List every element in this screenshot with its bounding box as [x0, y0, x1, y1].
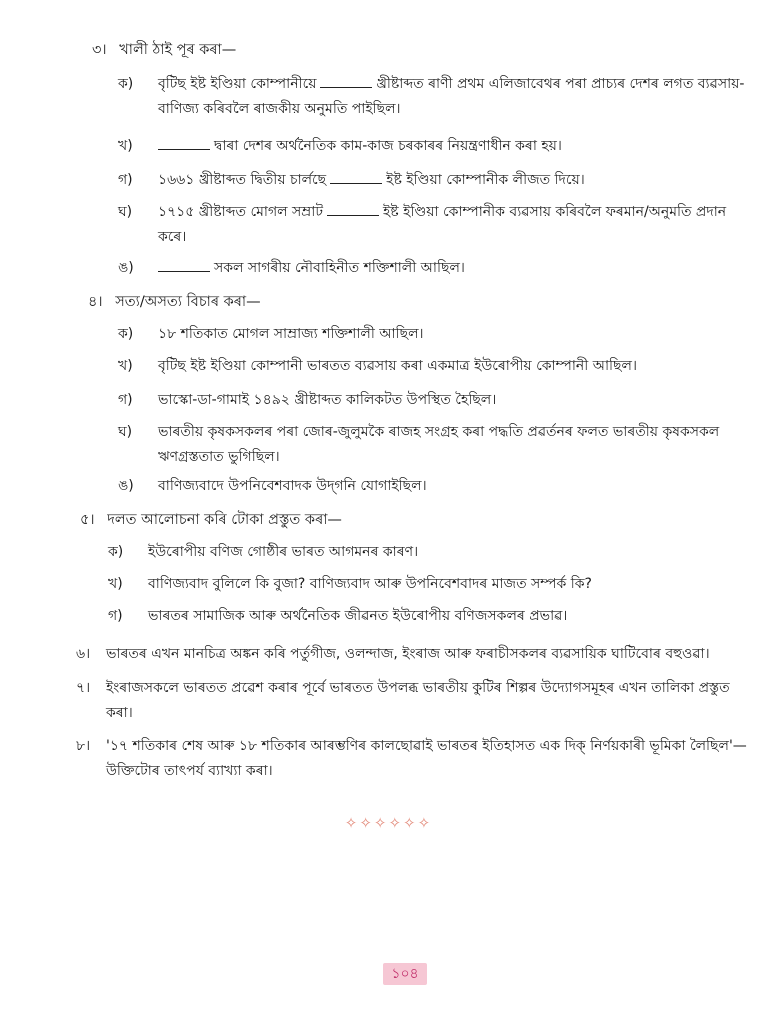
item-text-post: খ্ৰীষ্টাব্দত ৰাণী প্ৰথম এলিজাবেথৰ পৰা প্ৰাচ্যৰ দেশৰ লগত ব্যৱসায়-বাণিজ্য কৰিবলৈ ৰাজকীয় অনুমতি পাইছিল।	[158, 76, 745, 117]
list-item	[108, 572, 758, 597]
question-number: ৭।	[76, 680, 91, 696]
blank-line	[158, 135, 210, 150]
question-number: ৬।	[76, 646, 91, 662]
question-7	[76, 676, 760, 726]
list-item	[118, 354, 758, 379]
item-label: ক)	[108, 544, 124, 560]
question-4-heading	[88, 290, 261, 314]
list-item	[118, 200, 758, 250]
question-5-heading	[80, 508, 342, 532]
blank-line	[158, 257, 210, 272]
item-text: ইউৰোপীয় বণিজ গোষ্ঠীৰ ভাৰত আগমনৰ কাৰণ।	[148, 544, 419, 560]
question-6	[76, 642, 760, 667]
item-label: গ)	[118, 392, 133, 408]
question-number: ৩।	[92, 42, 107, 58]
item-label: গ)	[118, 172, 133, 188]
blank-line	[330, 169, 382, 184]
question-8	[76, 734, 760, 784]
item-text-post: ইষ্ট ইণ্ডিয়া কোম্পানীক ব্যৱসায় কৰিবলৈ ফৰমান/অনুমতি প্ৰদান কৰে।	[158, 204, 727, 245]
item-text: ১৮ শতিকাত মোগল সাম্ৰাজ্য শক্তিশালী আছিল।	[158, 326, 424, 342]
item-label: ক)	[118, 76, 134, 92]
question-number: ৪।	[88, 294, 103, 310]
list-item	[118, 474, 758, 499]
item-text: ভাৰতীয় কৃষকসকলৰ পৰা জোৰ-জুলুমকৈ ৰাজহ সংগ্ৰহ কৰা পদ্ধতি প্ৰৱৰ্তনৰ ফলত ভাৰতীয় কৃষকসকল ঋণগ্ৰস্ততাত ভুগিছিল।	[158, 424, 720, 465]
question-3-heading	[92, 38, 236, 62]
item-label: গ)	[108, 608, 123, 624]
item-label: খ)	[118, 358, 133, 374]
question-title: দলত আলোচনা কৰি টোকা প্ৰস্তুত কৰা—	[107, 512, 342, 528]
item-label: ঘ)	[118, 204, 133, 220]
item-text-post: ইষ্ট ইণ্ডিয়া কোম্পানীক লীজত দিয়ে।	[386, 172, 585, 188]
question-text: ভাৰতৰ এখন মানচিত্ৰ অঙ্কন কৰি পৰ্তুগীজ, ওলন্দাজ, ইংৰাজ আৰু ফৰাচীসকলৰ ব্যৱসায়িক ঘাটিবোৰ বহুওৱা।	[106, 646, 710, 662]
item-text: ভাস্কো-ডা-গামাই ১৪৯২ খ্ৰীষ্টাব্দত কালিকটত উপস্থিত হৈছিল।	[158, 392, 497, 408]
question-text: ইংৰাজসকলে ভাৰতত প্ৰৱেশ কৰাৰ পূৰ্বে ভাৰতত উপলব্ধ ভাৰতীয় কুটিৰ শিল্পৰ উদ্যোগসমূহৰ এখন তালিকা প্ৰস্তুত কৰা।	[106, 680, 730, 721]
list-item	[118, 420, 758, 470]
item-label: ঙ)	[118, 478, 134, 494]
blank-line	[320, 73, 372, 88]
item-text: বাণিজ্যবাদ বুলিলে কি বুজা? বাণিজ্যবাদ আৰু উপনিবেশবাদৰ মাজত সম্পৰ্ক কি?	[148, 576, 592, 592]
list-item	[108, 604, 758, 629]
ornament-divider: ✧✧✧✧✧✧	[344, 814, 433, 832]
item-text-post: সকল সাগৰীয় নৌবাহিনীত শক্তিশালী আছিল।	[214, 260, 465, 276]
question-title: সত্য/অসত্য বিচাৰ কৰা—	[115, 294, 261, 310]
item-label: ঘ)	[118, 424, 133, 440]
item-text: বাণিজ্যবাদে উপনিবেশবাদক উদ্‌গনি যোগাইছিল।	[158, 478, 427, 494]
item-label: ঙ)	[118, 260, 134, 276]
question-number: ৮।	[76, 738, 91, 754]
item-text: ভাৰতৰ সামাজিক আৰু অৰ্থনৈতিক জীৱনত ইউৰোপীয় বণিজসকলৰ প্ৰভাৱ।	[148, 608, 568, 624]
item-text	[158, 200, 758, 250]
list-item	[118, 388, 758, 413]
item-label: ক)	[118, 326, 134, 342]
item-text	[158, 168, 758, 193]
list-item	[118, 72, 758, 122]
item-label: খ)	[118, 138, 133, 154]
item-label: খ)	[108, 576, 123, 592]
blank-line	[327, 201, 379, 216]
list-item	[118, 322, 758, 347]
list-item	[118, 256, 758, 281]
list-item	[118, 134, 758, 159]
item-text-pre: বৃটিছ ইষ্ট ইণ্ডিয়া কোম্পানীয়ে	[158, 76, 317, 92]
page-number: ১০৪	[383, 963, 427, 985]
item-text-pre: ১৭১৫ খ্ৰীষ্টাব্দত মোগল সম্ৰাট	[158, 204, 323, 220]
list-item	[108, 540, 758, 565]
item-text-pre: ১৬৬১ খ্ৰীষ্টাব্দত দ্বিতীয় চাৰ্লছে	[158, 172, 327, 188]
item-text	[158, 72, 758, 122]
list-item	[118, 168, 758, 193]
item-text-post: দ্বাৰা দেশৰ অৰ্থনৈতিক কাম-কাজ চৰকাৰৰ নিয়ন্ত্ৰণাধীন কৰা হয়।	[214, 138, 562, 154]
item-text	[158, 134, 758, 159]
item-text: বৃটিছ ইষ্ট ইণ্ডিয়া কোম্পানী ভাৰতত ব্যৱসায় কৰা একমাত্ৰ ইউৰোপীয় কোম্পানী আছিল।	[158, 358, 637, 374]
question-number: ৫।	[80, 512, 95, 528]
question-title: খালী ঠাই পূৰ কৰা—	[119, 42, 237, 58]
item-text	[158, 256, 758, 281]
question-text: '১৭ শতিকাৰ শেষ আৰু ১৮ শতিকাৰ আৰম্ভণিৰ কালছোৱাই ভাৰতৰ ইতিহাসত এক দিক্ নিৰ্ণয়কাৰী ভূমিকা লৈছিল'— উক্তিটোৰ তাৎপৰ্য ব্যাখ্যা কৰা।	[106, 738, 747, 779]
